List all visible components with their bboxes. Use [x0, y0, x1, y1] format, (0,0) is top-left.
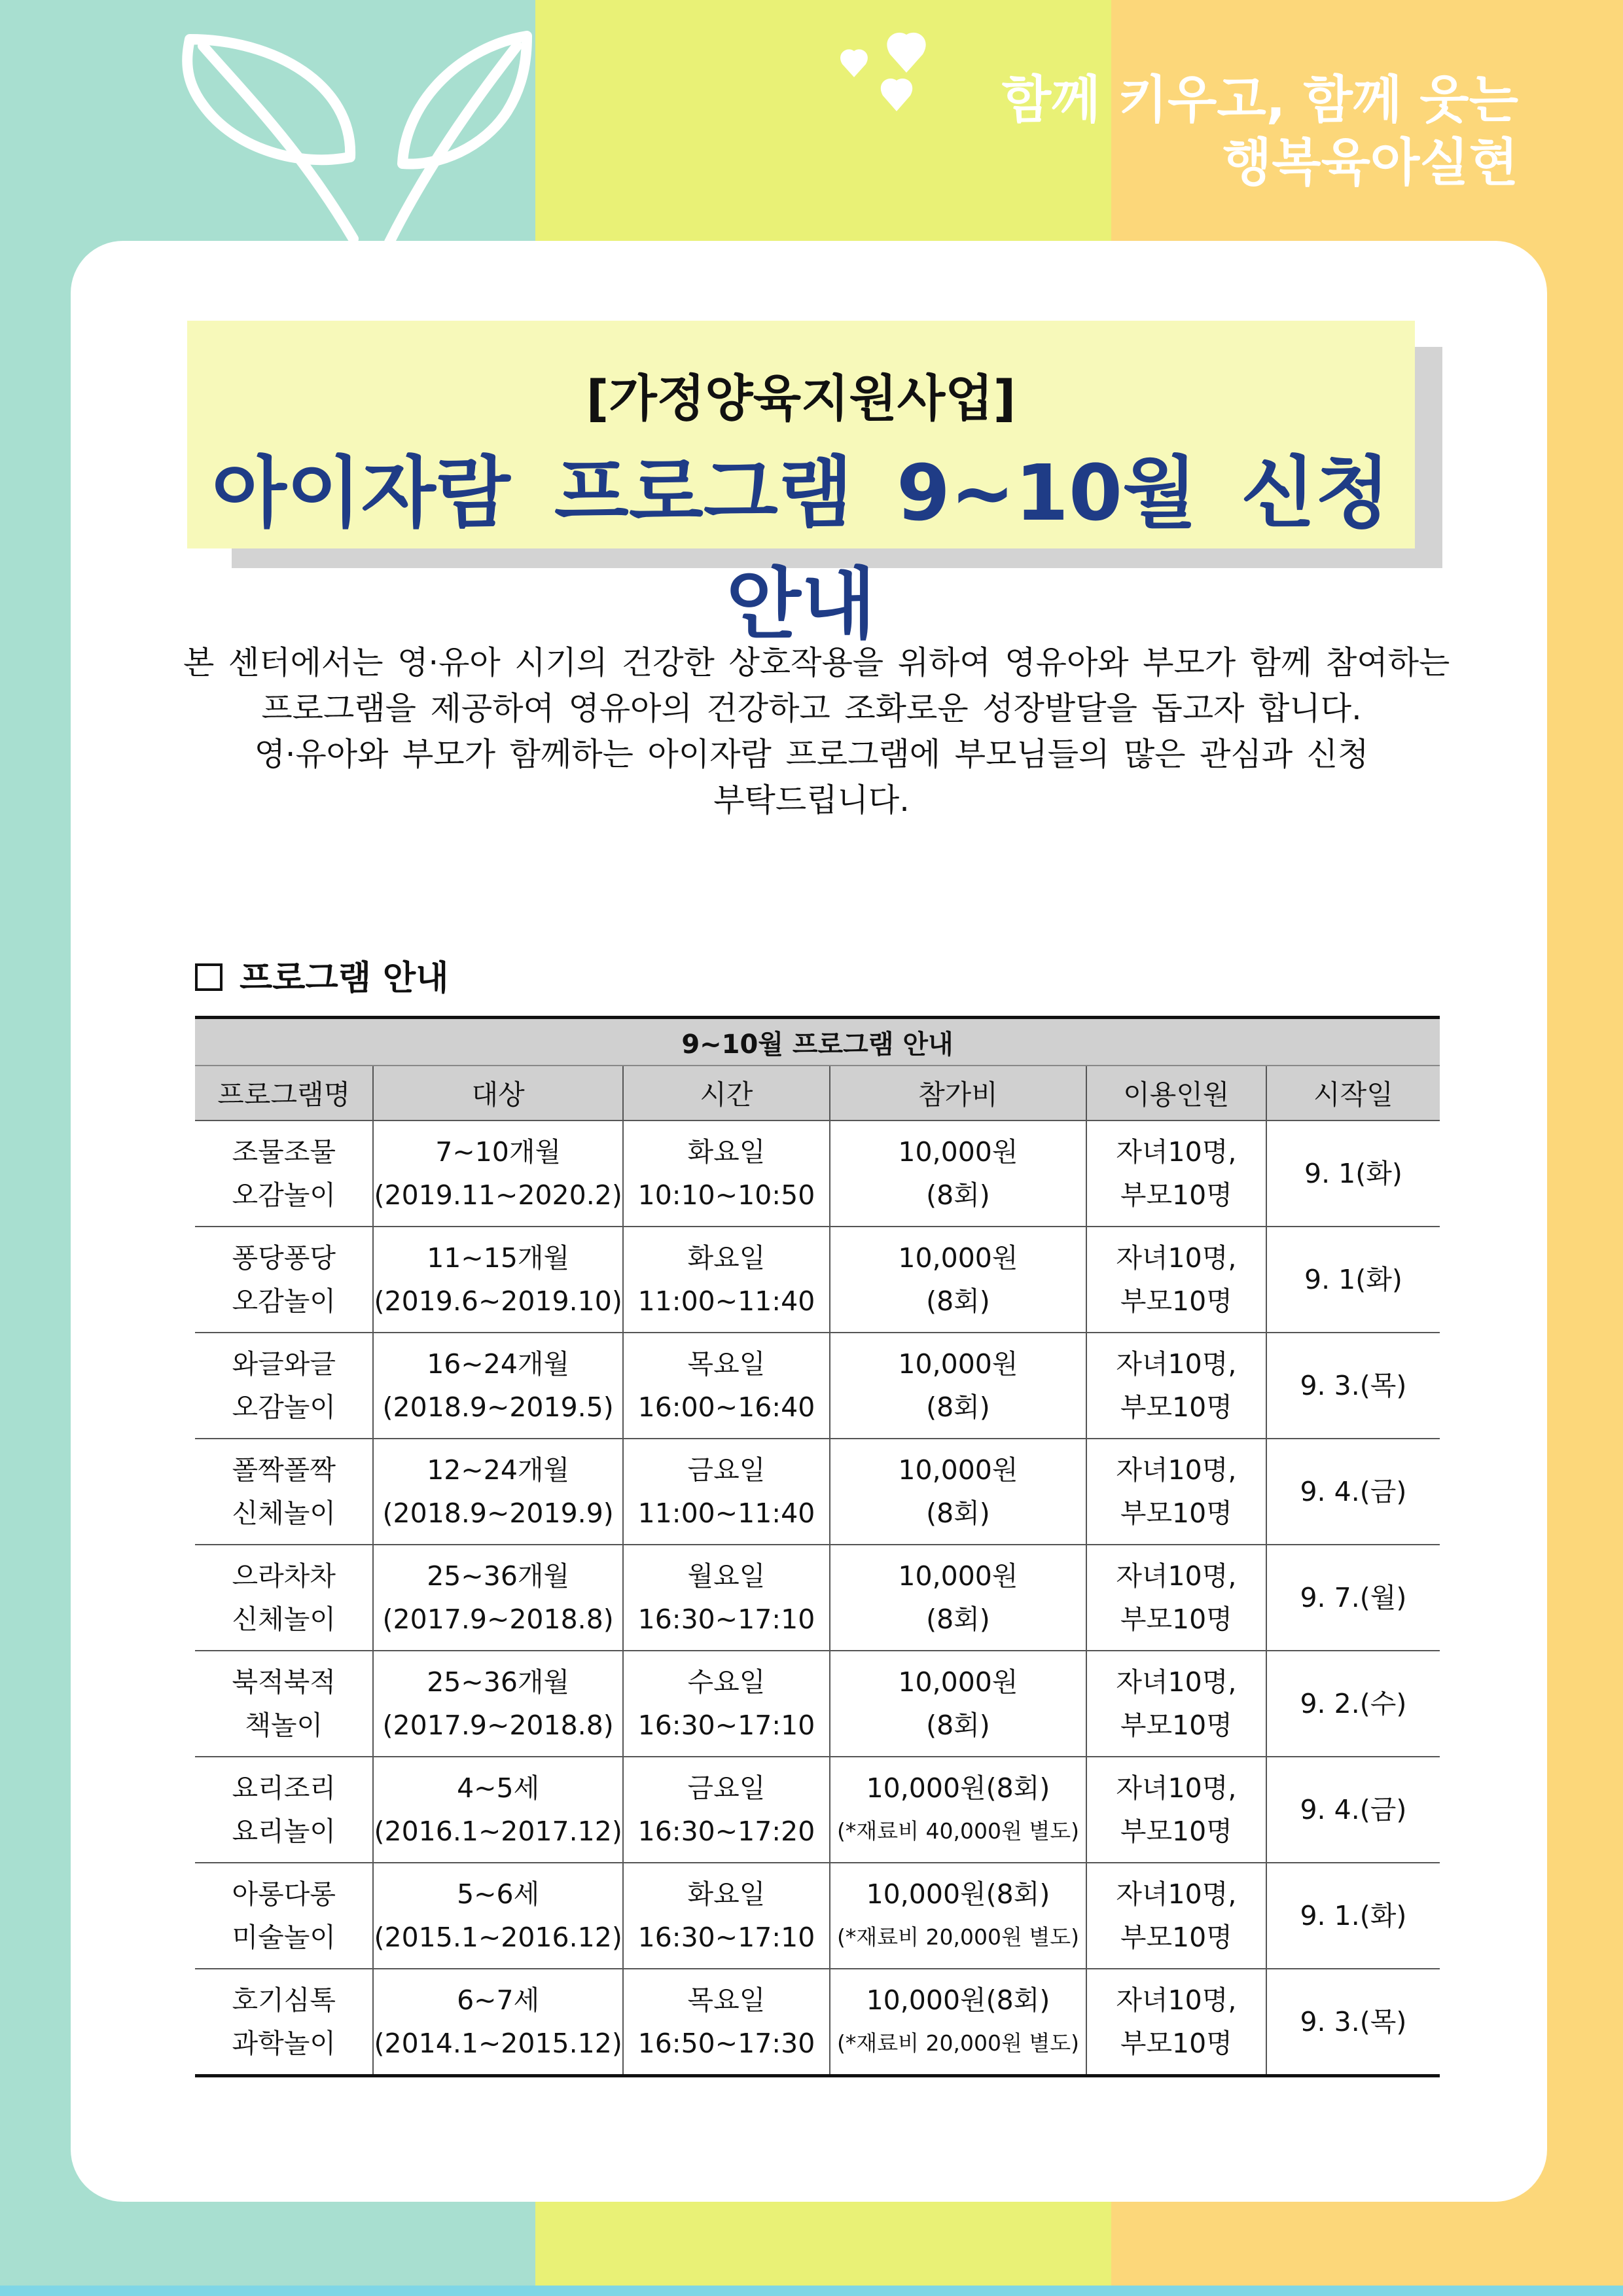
capacity-cell — [1086, 1121, 1266, 1227]
fee-note: (8회) — [926, 1179, 990, 1211]
program-name-cell — [195, 1333, 373, 1439]
time-range: 16:30~17:10 — [637, 1922, 815, 1953]
target-birth-range: (2019.11~2020.2) — [374, 1179, 622, 1211]
program-name: 폴짝폴짝 — [232, 1454, 336, 1486]
capacity-parents: 부모10명 — [1120, 2028, 1232, 2059]
fee-amount: 10,000원 — [898, 1348, 1018, 1380]
capacity-parents: 부모10명 — [1120, 1179, 1232, 1211]
fee-amount: 10,000원(8회) — [866, 1878, 1050, 1910]
program-type: 미술놀이 — [232, 1922, 336, 1953]
target-cell — [373, 1757, 622, 1863]
program-name-cell — [195, 1969, 373, 2076]
program-name: 북적북적 — [232, 1666, 336, 1698]
target-age: 16~24개월 — [427, 1348, 570, 1380]
checkbox-square-icon — [195, 963, 223, 991]
day-of-week: 화요일 — [687, 1136, 766, 1168]
fee-cell — [830, 1439, 1086, 1545]
time-range: 11:00~11:40 — [637, 1285, 815, 1317]
table-row — [195, 1121, 1440, 1227]
target-cell — [373, 1863, 622, 1969]
fee-cell — [830, 1121, 1086, 1227]
program-name: 아롱다롱 — [232, 1878, 336, 1910]
intro-line: 영·유아와 부모가 함께하는 아이자람 프로그램에 부모님들의 많은 관심과 신청 — [254, 736, 1369, 773]
time-cell — [623, 1651, 830, 1757]
capacity-children: 자녀10명, — [1116, 1984, 1237, 2016]
capacity-children: 자녀10명, — [1116, 1666, 1237, 1698]
time-cell — [623, 1863, 830, 1969]
column-header-start-date: 시작일 — [1266, 1066, 1440, 1121]
table-row — [195, 1863, 1440, 1969]
program-name: 조물조물 — [232, 1136, 336, 1168]
start-date-cell: 9. 1.(화) — [1266, 1863, 1440, 1969]
table-row — [195, 1651, 1440, 1757]
fee-amount: 10,000원 — [898, 1242, 1018, 1274]
slogan-line-1: 함께 키우고, 함께 웃는 — [1001, 71, 1518, 130]
start-date-cell: 9. 3.(목) — [1266, 1969, 1440, 2076]
fee-note: (8회) — [926, 1285, 990, 1317]
start-date-cell: 9. 1(화) — [1266, 1227, 1440, 1333]
target-birth-range: (2018.9~2019.9) — [382, 1498, 614, 1529]
column-header-capacity: 이용인원 — [1086, 1066, 1266, 1121]
column-header-fee: 참가비 — [830, 1066, 1086, 1121]
capacity-parents: 부모10명 — [1120, 1391, 1232, 1423]
column-header-program: 프로그램명 — [195, 1066, 373, 1121]
capacity-cell — [1086, 1651, 1266, 1757]
program-name-cell — [195, 1227, 373, 1333]
target-age: 4~5세 — [457, 1772, 540, 1804]
capacity-children: 자녀10명, — [1116, 1772, 1237, 1804]
fee-amount: 10,000원(8회) — [866, 1772, 1050, 1804]
capacity-cell — [1086, 1439, 1266, 1545]
fee-note: (*재료비 20,000원 별도) — [836, 2030, 1079, 2056]
time-cell — [623, 1969, 830, 2076]
program-type: 오감놀이 — [232, 1391, 336, 1423]
capacity-children: 자녀10명, — [1116, 1242, 1237, 1274]
capacity-cell — [1086, 1227, 1266, 1333]
program-type: 오감놀이 — [232, 1285, 336, 1317]
intro-line: 프로그램을 제공하여 영유아의 건강하고 조화로운 성장발달을 돕고자 합니다. — [261, 690, 1362, 727]
target-cell — [373, 1969, 622, 2076]
capacity-children: 자녀10명, — [1116, 1348, 1237, 1380]
time-cell — [623, 1227, 830, 1333]
start-date-cell: 9. 7.(월) — [1266, 1545, 1440, 1651]
time-cell — [623, 1333, 830, 1439]
target-birth-range: (2015.1~2016.12) — [374, 1922, 622, 1953]
target-birth-range: (2017.9~2018.8) — [382, 1710, 614, 1741]
target-birth-range: (2019.6~2019.10) — [374, 1285, 622, 1317]
fee-cell — [830, 1863, 1086, 1969]
time-range: 16:50~17:30 — [637, 2028, 815, 2059]
start-date-cell: 9. 2.(수) — [1266, 1651, 1440, 1757]
program-name: 요리조리 — [232, 1772, 336, 1804]
day-of-week: 월요일 — [687, 1560, 766, 1592]
day-of-week: 화요일 — [687, 1242, 766, 1274]
start-date-cell: 9. 1(화) — [1266, 1121, 1440, 1227]
target-age: 6~7세 — [457, 1984, 540, 2016]
time-cell — [623, 1545, 830, 1651]
fee-note: (*재료비 40,000원 별도) — [836, 1818, 1079, 1844]
fee-note: (8회) — [926, 1604, 990, 1635]
day-of-week: 수요일 — [687, 1666, 766, 1698]
capacity-parents: 부모10명 — [1120, 1604, 1232, 1635]
column-header-time: 시간 — [623, 1066, 830, 1121]
time-range: 16:30~17:10 — [637, 1710, 815, 1741]
fee-cell — [830, 1651, 1086, 1757]
capacity-cell — [1086, 1545, 1266, 1651]
start-date-cell: 9. 3.(목) — [1266, 1333, 1440, 1439]
program-name-cell — [195, 1439, 373, 1545]
program-name-cell — [195, 1757, 373, 1863]
target-cell — [373, 1439, 622, 1545]
fee-amount: 10,000원 — [898, 1560, 1018, 1592]
target-cell — [373, 1333, 622, 1439]
title-subtitle: [가정양육지원사업] — [586, 369, 1016, 427]
hearts-icon — [828, 31, 946, 117]
capacity-parents: 부모10명 — [1120, 1922, 1232, 1953]
day-of-week: 화요일 — [687, 1878, 766, 1910]
program-name: 호기심톡 — [232, 1984, 336, 2016]
target-cell — [373, 1651, 622, 1757]
program-name-cell — [195, 1545, 373, 1651]
target-birth-range: (2016.1~2017.12) — [374, 1816, 622, 1847]
fee-cell — [830, 1227, 1086, 1333]
time-cell — [623, 1121, 830, 1227]
target-age: 25~36개월 — [427, 1560, 570, 1592]
table-row — [195, 1969, 1440, 2076]
program-type: 요리놀이 — [232, 1816, 336, 1847]
table-row — [195, 1227, 1440, 1333]
capacity-cell — [1086, 1863, 1266, 1969]
target-age: 11~15개월 — [427, 1242, 570, 1274]
program-type: 오감놀이 — [232, 1179, 336, 1211]
time-cell — [623, 1439, 830, 1545]
fee-cell — [830, 1757, 1086, 1863]
capacity-children: 자녀10명, — [1116, 1878, 1237, 1910]
program-type: 신체놀이 — [232, 1604, 336, 1635]
program-name: 으라차차 — [232, 1560, 336, 1592]
target-birth-range: (2017.9~2018.8) — [382, 1604, 614, 1635]
capacity-children: 자녀10명, — [1116, 1560, 1237, 1592]
day-of-week: 금요일 — [687, 1772, 766, 1804]
intro-paragraph — [183, 640, 1450, 823]
day-of-week: 목요일 — [687, 1348, 766, 1380]
fee-cell — [830, 1545, 1086, 1651]
time-range: 16:30~17:20 — [637, 1816, 815, 1847]
table-row — [195, 1333, 1440, 1439]
program-name: 와글와글 — [232, 1348, 336, 1380]
title-box — [187, 321, 1415, 649]
table-row — [195, 1757, 1440, 1863]
program-name: 퐁당퐁당 — [232, 1242, 336, 1274]
slogan-line-2: 행복육아실현 — [1222, 134, 1518, 192]
fee-cell — [830, 1333, 1086, 1439]
time-cell — [623, 1757, 830, 1863]
time-range: 11:00~11:40 — [637, 1498, 815, 1529]
section-heading — [195, 950, 449, 999]
capacity-parents: 부모10명 — [1120, 1710, 1232, 1741]
time-range: 16:00~16:40 — [637, 1391, 815, 1423]
target-age: 7~10개월 — [435, 1136, 562, 1168]
target-birth-range: (2018.9~2019.5) — [382, 1391, 614, 1423]
column-header-target: 대상 — [373, 1066, 622, 1121]
capacity-parents: 부모10명 — [1120, 1285, 1232, 1317]
capacity-children: 자녀10명, — [1116, 1136, 1237, 1168]
fee-note: (8회) — [926, 1498, 990, 1529]
time-range: 10:10~10:50 — [637, 1179, 815, 1211]
start-date-cell: 9. 4.(금) — [1266, 1757, 1440, 1863]
page-title: 아이자람 프로그램 9~10월 신청안내 — [211, 448, 1391, 649]
slogan — [1002, 69, 1518, 194]
target-cell — [373, 1121, 622, 1227]
target-age: 5~6세 — [457, 1878, 540, 1910]
fee-amount: 10,000원 — [898, 1136, 1018, 1168]
fee-cell — [830, 1969, 1086, 2076]
fee-note: (8회) — [926, 1710, 990, 1741]
capacity-children: 자녀10명, — [1116, 1454, 1237, 1486]
program-type: 책놀이 — [245, 1710, 323, 1741]
target-cell — [373, 1545, 622, 1651]
program-name-cell — [195, 1651, 373, 1757]
fee-amount: 10,000원 — [898, 1454, 1018, 1486]
capacity-parents: 부모10명 — [1120, 1816, 1232, 1847]
capacity-cell — [1086, 1969, 1266, 2076]
program-table — [195, 1016, 1440, 2077]
fee-amount: 10,000원 — [898, 1666, 1018, 1698]
fee-note: (*재료비 20,000원 별도) — [836, 1924, 1079, 1950]
target-age: 25~36개월 — [427, 1666, 570, 1698]
program-type: 과학놀이 — [232, 2028, 336, 2059]
table-row — [195, 1545, 1440, 1651]
target-age: 12~24개월 — [427, 1454, 570, 1486]
capacity-parents: 부모10명 — [1120, 1498, 1232, 1529]
table-row — [195, 1439, 1440, 1545]
program-name-cell — [195, 1863, 373, 1969]
target-cell — [373, 1227, 622, 1333]
leaves-icon — [177, 26, 543, 242]
table-caption: 9~10월 프로그램 안내 — [195, 1018, 1440, 1066]
fee-amount: 10,000원(8회) — [866, 1984, 1050, 2016]
program-name-cell — [195, 1121, 373, 1227]
capacity-cell — [1086, 1757, 1266, 1863]
fee-note: (8회) — [926, 1391, 990, 1423]
time-range: 16:30~17:10 — [637, 1604, 815, 1635]
intro-line: 본 센터에서는 영·유아 시기의 건강한 상호작용을 위하여 영유아와 부모가 함께 참여하는 — [183, 644, 1450, 681]
day-of-week: 목요일 — [687, 1984, 766, 2016]
day-of-week: 금요일 — [687, 1454, 766, 1486]
section-title: 프로그램 안내 — [240, 959, 449, 998]
target-birth-range: (2014.1~2015.12) — [374, 2028, 622, 2059]
start-date-cell: 9. 4.(금) — [1266, 1439, 1440, 1545]
bottom-strip — [0, 2286, 1623, 2296]
capacity-cell — [1086, 1333, 1266, 1439]
intro-line: 부탁드립니다. — [713, 781, 910, 819]
program-type: 신체놀이 — [232, 1498, 336, 1529]
